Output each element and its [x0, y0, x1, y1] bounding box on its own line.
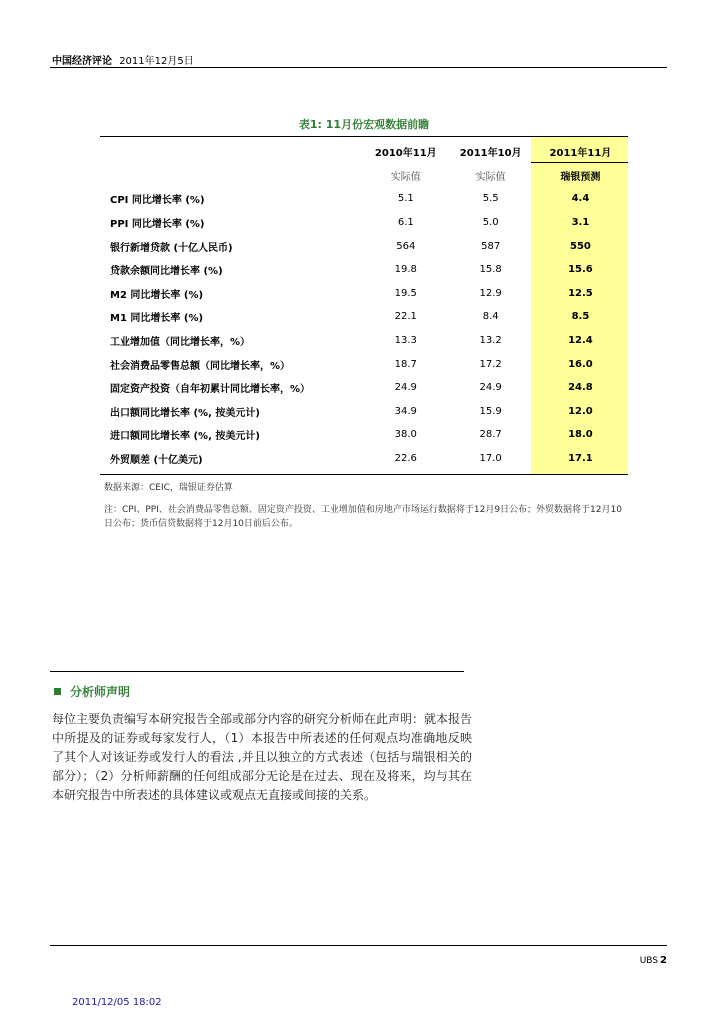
value-2011-oct: 24.9 [479, 382, 502, 394]
row-label: 工业增加值（同比增长率，%） [110, 337, 251, 349]
value-2010-nov: 24.9 [394, 382, 417, 394]
row-label: 社会消费品零售总额（同比增长率，%） [110, 360, 291, 372]
value-forecast: 3.1 [571, 217, 590, 229]
row-label: 出口额同比增长率 (%, 按美元计) [110, 407, 260, 419]
value-2011-oct: 5.5 [482, 193, 499, 205]
row-label: 贷款余额同比增长率 (%) [110, 266, 223, 278]
value-2011-oct: 12.9 [479, 287, 502, 299]
table-bottom-rule [100, 474, 628, 475]
publication-date: 2011年12月5日 [119, 56, 194, 67]
value-2010-nov: 38.0 [394, 429, 417, 441]
value-2010-nov: 34.9 [394, 405, 417, 417]
table-subheader-row [100, 164, 628, 188]
row-label: 进口额同比增长率 (%, 按美元计) [110, 431, 260, 443]
value-2010-nov: 5.1 [397, 193, 414, 205]
page-number: 2 [660, 955, 667, 966]
value-2011-oct: 15.8 [479, 264, 502, 276]
table-note: 注：CPI、PPI、社会消费品零售总额、固定资产投资、工业增加值和房地产市场运行数据将于12月9日公布；外贸数据将于12月10日公布；货币信贷数据将于12月10日前后公布。 [104, 505, 622, 529]
footer-brand: UBS [639, 956, 659, 966]
table-row [100, 234, 628, 258]
table-row [100, 329, 628, 353]
analyst-statement-text: 每位主要负责编写本研究报告全部或部分内容的研究分析师在此声明：就本报告中所提及的证券或每家发行人，（1）本报告中所表述的任何观点均准确地反映了其个人对该证券或发行人的看法 ,并且以独立的方式表述（包括与瑞银相关的部分）；（2）分析师薪酬的任何组成部分无论是在过去、现在及将来，均与其在本研究报告中所表述的具体建议或观点无直接或间接的关系。 [52, 712, 473, 802]
value-2010-nov: 18.7 [394, 358, 417, 370]
data-source: 数据来源：CEIC，瑞银证券估算 [104, 483, 233, 493]
value-2011-oct: 15.9 [479, 405, 502, 417]
value-2010-nov: 564 [396, 240, 416, 252]
value-2011-oct: 13.2 [479, 335, 502, 347]
value-2010-nov: 19.8 [394, 264, 417, 276]
header-divider [50, 67, 667, 68]
value-2010-nov: 22.1 [394, 311, 417, 323]
row-label: M1 同比增长率 (%) [110, 313, 204, 325]
value-2010-nov: 22.6 [394, 453, 417, 465]
column-header: 2011年11月 [549, 148, 612, 160]
table-row [100, 258, 628, 282]
value-forecast: 16.0 [568, 358, 593, 370]
value-forecast: 17.1 [568, 453, 593, 465]
macro-data-table [100, 140, 628, 470]
value-2011-oct: 8.4 [482, 311, 499, 323]
section-title: 分析师声明 [70, 685, 131, 699]
table-row [100, 282, 628, 306]
value-forecast: 15.6 [568, 264, 593, 276]
column-header: 2011年10月 [459, 148, 522, 160]
value-2011-oct: 28.7 [479, 429, 502, 441]
row-label: CPI 同比增长率 (%) [110, 195, 205, 207]
row-label: 银行新增贷款 (十亿人民币) [110, 242, 233, 254]
table-row [100, 305, 628, 329]
footer-divider [50, 945, 667, 946]
table-title: 表1: 11月份宏观数据前瞻 [298, 118, 430, 131]
value-forecast: 12.0 [568, 405, 593, 417]
column-subheader: 实际值 [475, 171, 506, 183]
column-header: 2010年11月 [374, 148, 437, 160]
value-forecast: 8.5 [571, 311, 590, 323]
section-divider [50, 671, 464, 672]
table-row [100, 423, 628, 447]
value-forecast: 4.4 [571, 193, 590, 205]
table-row [100, 352, 628, 376]
table-row [100, 376, 628, 400]
table-row [100, 447, 628, 471]
publication-name: 中国经济评论 [52, 56, 112, 67]
row-label: 外贸顺差 (十亿美元) [110, 455, 203, 467]
row-label: M2 同比增长率 (%) [110, 289, 204, 301]
column-subheader: 实际值 [390, 171, 421, 183]
value-forecast: 24.8 [568, 382, 593, 394]
value-forecast: 18.0 [568, 429, 593, 441]
print-timestamp: 2011/12/05 18:02 [72, 997, 162, 1008]
table-row [100, 400, 628, 424]
table-body [100, 187, 628, 470]
page-header [52, 52, 194, 67]
square-bullet-icon [54, 688, 61, 695]
value-2011-oct: 17.0 [479, 453, 502, 465]
footer-brand-page [640, 955, 667, 966]
table-header-row [100, 140, 628, 164]
table-row [100, 187, 628, 211]
value-forecast: 12.4 [568, 335, 593, 347]
value-2011-oct: 587 [481, 240, 501, 252]
column-subheader: 瑞银预测 [560, 171, 601, 183]
value-2010-nov: 19.5 [394, 287, 417, 299]
value-2011-oct: 17.2 [479, 358, 502, 370]
value-2010-nov: 13.3 [394, 335, 417, 347]
value-forecast: 550 [569, 240, 591, 252]
row-label: 固定资产投资（自年初累计同比增长率，%） [110, 384, 311, 396]
row-label: PPI 同比增长率 (%) [110, 219, 205, 231]
value-2011-oct: 5.0 [482, 217, 499, 229]
value-2010-nov: 6.1 [397, 217, 414, 229]
value-forecast: 12.5 [568, 287, 593, 299]
table-row [100, 211, 628, 235]
